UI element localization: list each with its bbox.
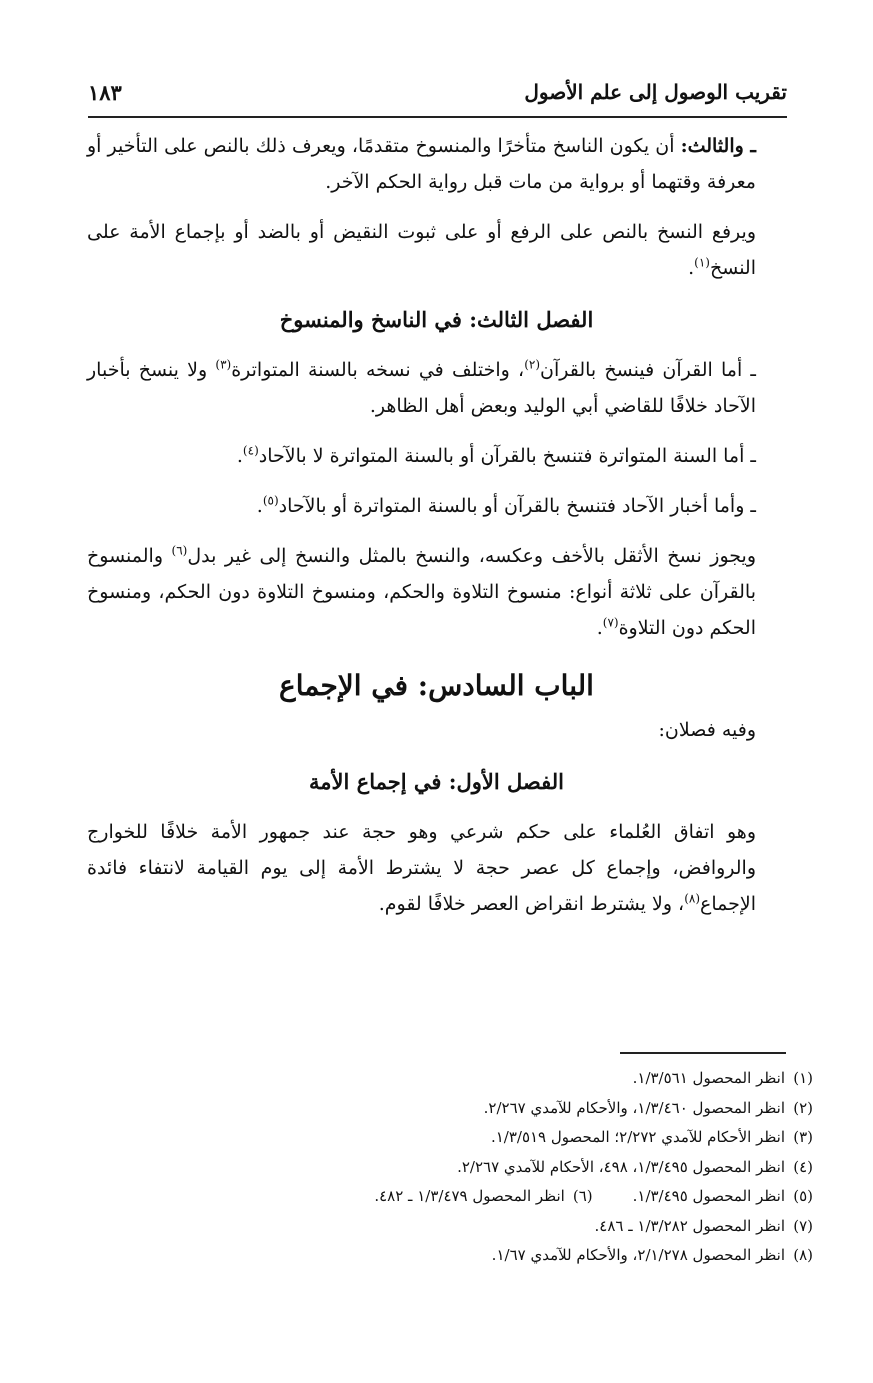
paragraph-text: وهو اتفاق العُلماء على حكم شرعي وهو حجة عند جمهور الأمة خلافًا للخوارج والروافض، وإجماع كل عصر حجة لا يشترط الأمة إلى يوم القيامة لانتفاء فائدة الإجماع [87,821,756,915]
page-number: ١٨٣ [88,80,122,105]
paragraph-text: ـ أما القرآن فينسخ بالقرآن [540,359,756,381]
footnote-number: (٥) [793,1187,813,1205]
paragraph-text: ويرفع النسخ بالنص على الرفع أو على ثبوت النقيض أو بالضد أو بإجماع الأمة على النسخ [87,221,756,279]
footnote-number: (٣) [793,1128,813,1146]
paragraph-ahad: ـ وأما أخبار الآحاد فتنسخ بالقرآن أو بالسنة المتواترة أو بالآحاد$^{(٥)}$. [256,493,756,517]
paragraph-intro: وفيه فصلان: [658,719,756,741]
footnote-ref[interactable]: (٢) [524,357,541,372]
paragraph-quran [87,352,786,424]
footnote-ref[interactable]: (٦) [171,543,188,558]
paragraph-text: ، ولا يشترط انقراض العصر خلافًا لقوم. [378,893,685,915]
paragraph-definition [87,814,786,922]
footnote-item [87,1212,813,1242]
footnote-ref[interactable]: (٧) [602,615,619,630]
paragraph-text: ـ أما السنة المتواترة فتنسخ بالقرآن أو بالسنة المتواترة لا بالآحاد [258,445,756,467]
chapter-heading-abrogation: الفصل الثالث: في الناسخ والمنسوخ [279,307,594,332]
paragraph-abrogation-removal: ويرفع النسخ بالنص على الرفع أو على ثبوت النقيض أو بالضد أو بإجماع الأمة على النسخ$^{(١)}$. [87,221,756,279]
footnotes [87,1064,813,1271]
paragraph-text: أن يكون الناسخ متأخرًا والمنسوخ متقدمًا، ويعرف ذلك بالنص على التأخير أو معرفة وقتهما أو برواية من مات قبل رواية الحكم الآخر. [87,135,756,193]
footnote-text: انظر المحصول ١/٣/٤٩٥، ٤٩٨، الأحكام للآمدي ٢/٢٦٧. [457,1157,785,1176]
footnote-ref[interactable]: (٤) [242,443,259,458]
footnote-item [87,1064,813,1094]
footnote-text: انظر المحصول ١/٣/٢٨٢ ـ ٤٨٦. [594,1216,785,1235]
footnote-text: انظر الأحكام للآمدي ٢/٢٧٢؛ المحصول ١/٣/٥١٩. [490,1128,785,1146]
footnote-item [87,1153,813,1183]
paragraph-text: ، واختلف في نسخه بالسنة المتواترة [231,359,525,381]
paragraph-text: ـ وأما أخبار الآحاد فتنسخ بالقرآن أو بالسنة المتواترة أو بالآحاد [278,495,756,517]
footnote-inline-text: انظر المحصول ١/٣/٤٧٩ ـ ٤٨٢. [374,1187,565,1205]
paragraph-text: والمنسوخ بالقرآن على ثلاثة أنواع: منسوخ التلاوة والحكم، ومنسوخ التلاوة دون الحكم، ومنسوخ الحكم دون التلاوة [87,545,756,639]
footnote-text: انظر المحصول ٢/١/٢٧٨، والأحكام للآمدي ١/٦٧. [491,1246,785,1264]
chapter-heading-ummah: الفصل الأول: في إجماع الأمة [309,769,564,794]
footnote-text: انظر المحصول ١/٣/٤٦٠، والأحكام للآمدي ٢/٢٦٧. [483,1098,785,1117]
paragraph-types: ويجوز نسخ الأثقل بالأخف وعكسه، والنسخ بالمثل والنسخ إلى غير بدل$^{(٦)}$ والمنسوخ بالقرآن على ثلاثة أنواع: منسوخ التلاوة والحكم، ومنسوخ التلاوة دون الحكم، ومنسوخ الحكم دون التلاوة$^{(٧)}$. [87,543,756,639]
footnote-item [87,1123,813,1153]
paragraph-third-condition [87,128,786,200]
footnote-number: (١) [793,1069,813,1087]
footnote-ref[interactable]: (١) [694,255,710,270]
paragraph-sunnah: ـ أما السنة المتواترة فتنسخ بالقرآن أو بالسنة المتواترة لا بالآحاد$^{(٤)}$. [236,443,756,467]
paragraph-text: ولا ينسخ بأخبار الآحاد خلافًا للقاضي أبي الوليد وبعض أهل الظاهر. [87,359,756,417]
footnote-number: (٧) [793,1216,813,1235]
page-header [88,80,787,118]
section-heading-ijma: الباب السادس: في الإجماع [279,669,594,702]
footnote-item [87,1094,813,1124]
footnote-text: انظر المحصول ١/٣/٥٦١. [632,1069,785,1087]
footnote-inline-number: (٦) [572,1187,593,1205]
footnote-ref[interactable]: (٥) [262,493,279,508]
main-text [87,128,786,936]
paragraph-lead: ـ والثالث: [680,135,756,157]
footnote-number: (٨) [793,1246,813,1264]
footnote-divider [620,1052,786,1054]
footnote-ref[interactable]: (٣) [215,357,232,372]
footnote-text: انظر المحصول ١/٣/٤٩٥. [632,1187,785,1205]
footnote-item [87,1241,813,1271]
footnote-number: (٢) [793,1098,813,1117]
paragraph-text: ويجوز نسخ الأثقل بالأخف وعكسه، والنسخ بالمثل والنسخ إلى غير بدل [187,545,756,567]
footnote-number: (٤) [793,1157,813,1176]
footnote-item [87,1182,813,1212]
running-title: تقريب الوصول إلى علم الأصول [524,80,787,104]
footnote-ref[interactable]: (٨) [684,891,701,906]
